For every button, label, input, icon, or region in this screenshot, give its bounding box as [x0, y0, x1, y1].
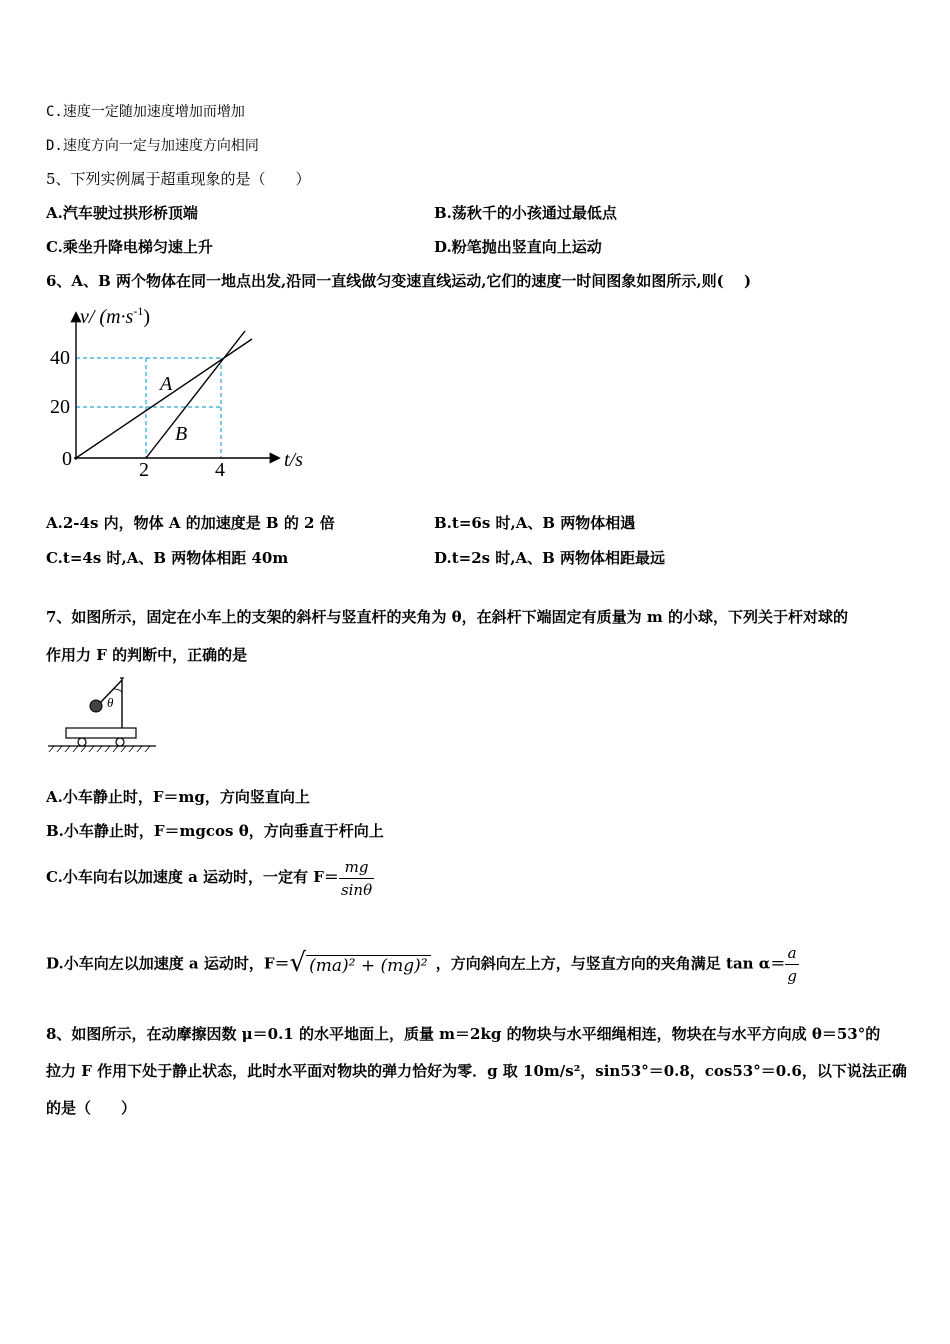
cart-figure [44, 674, 159, 756]
q5-stem: 5、下列实例属于超重现象的是（ ） [46, 170, 311, 188]
q6-option-d: D.t=2s 时,A、B 两物体相距最远 [434, 549, 666, 567]
q8-line1: 8、如图所示，在动摩擦因数 μ＝0.1 的水平地面上，质量 m＝2kg 的物块与水平细绳相连，物块在与水平方向成 θ＝53°的 [46, 1025, 881, 1043]
ball [90, 700, 102, 712]
q4-option-d: D.速度方向一定与加速度方向相同 [46, 138, 259, 154]
theta-label: θ [107, 695, 114, 710]
q7-option-d-text: D.小车向左以加速度 a 运动时，F＝ [46, 954, 290, 973]
q4-option-c: C.速度一定随加速度增加而增加 [46, 104, 245, 120]
q6-option-b: B.t=6s 时,A、B 两物体相遇 [434, 514, 636, 532]
q7-option-b: B.小车静止时，F＝mgcos θ，方向垂直于杆向上 [46, 822, 384, 840]
q6-stem: 6、A、B 两个物体在同一地点出发,沿同一直线做匀变速直线运动,它们的速度一时间图象如图所示,则( ) [46, 272, 752, 290]
q5-option-d: D.粉笔抛出竖直向上运动 [434, 238, 602, 256]
label-a: A [160, 373, 173, 395]
label-b: B [175, 423, 188, 445]
q7-option-c [46, 854, 374, 901]
vt-graph [40, 300, 330, 490]
q7-option-d-tail: ，方向斜向左上方，与竖直方向的夹角满足 tan α＝ [435, 954, 786, 973]
q7-stem-line1: 7、如图所示，固定在小车上的支架的斜杆与竖直杆的夹角为 θ，在斜杆下端固定有质量为 m 的小球，下列关于杆对球的 [46, 608, 848, 626]
q5-option-a: A.汽车驶过拱形桥顶端 [46, 204, 198, 222]
wheel-right [116, 738, 124, 746]
q8-line2: 拉力 F 作用下处于静止状态，此时水平面对物块的弹力恰好为零．g 取 10m/s²，sin53°＝0.8，cos53°＝0.6，以下说法正确 [46, 1062, 907, 1080]
sqrt-formula: √ (ma)² + (mg)² [290, 940, 431, 989]
q8-line3: 的是（ ） [46, 1099, 137, 1117]
x-tick-2: 2 [139, 459, 149, 481]
q7-option-d [46, 940, 799, 989]
q6-option-c: C.t=4s 时,A、B 两物体相距 40m [46, 549, 289, 567]
q5-option-c: C.乘坐升降电梯匀速上升 [46, 238, 213, 256]
q7-option-c-text: C.小车向右以加速度 a 运动时，一定有 F＝ [46, 868, 339, 886]
q6-option-a: A.2-4s 内，物体 A 的加速度是 B 的 2 倍 [46, 514, 335, 532]
x-tick-4: 4 [215, 459, 225, 481]
q7-option-a: A.小车静止时，F＝mg，方向竖直向上 [46, 788, 310, 806]
y-tick-0: 0 [62, 448, 72, 470]
x-axis-label: t/s [284, 449, 303, 471]
q5-option-b: B.荡秋千的小孩通过最低点 [434, 204, 617, 222]
q7-stem-line2: 作用力 F 的判断中，正确的是 [46, 646, 248, 664]
y-axis-label: v/ $(m\cdot s^{-1})$ [80, 304, 150, 328]
q7-option-c-fraction: $\frac{mg}{\sin\theta}$ [340, 857, 373, 899]
wheel-left [78, 738, 86, 746]
q7-option-d-fraction: $\frac{a}{g}$ [787, 944, 797, 985]
y-tick-20: 20 [50, 396, 70, 418]
y-tick-40: 40 [50, 347, 70, 369]
